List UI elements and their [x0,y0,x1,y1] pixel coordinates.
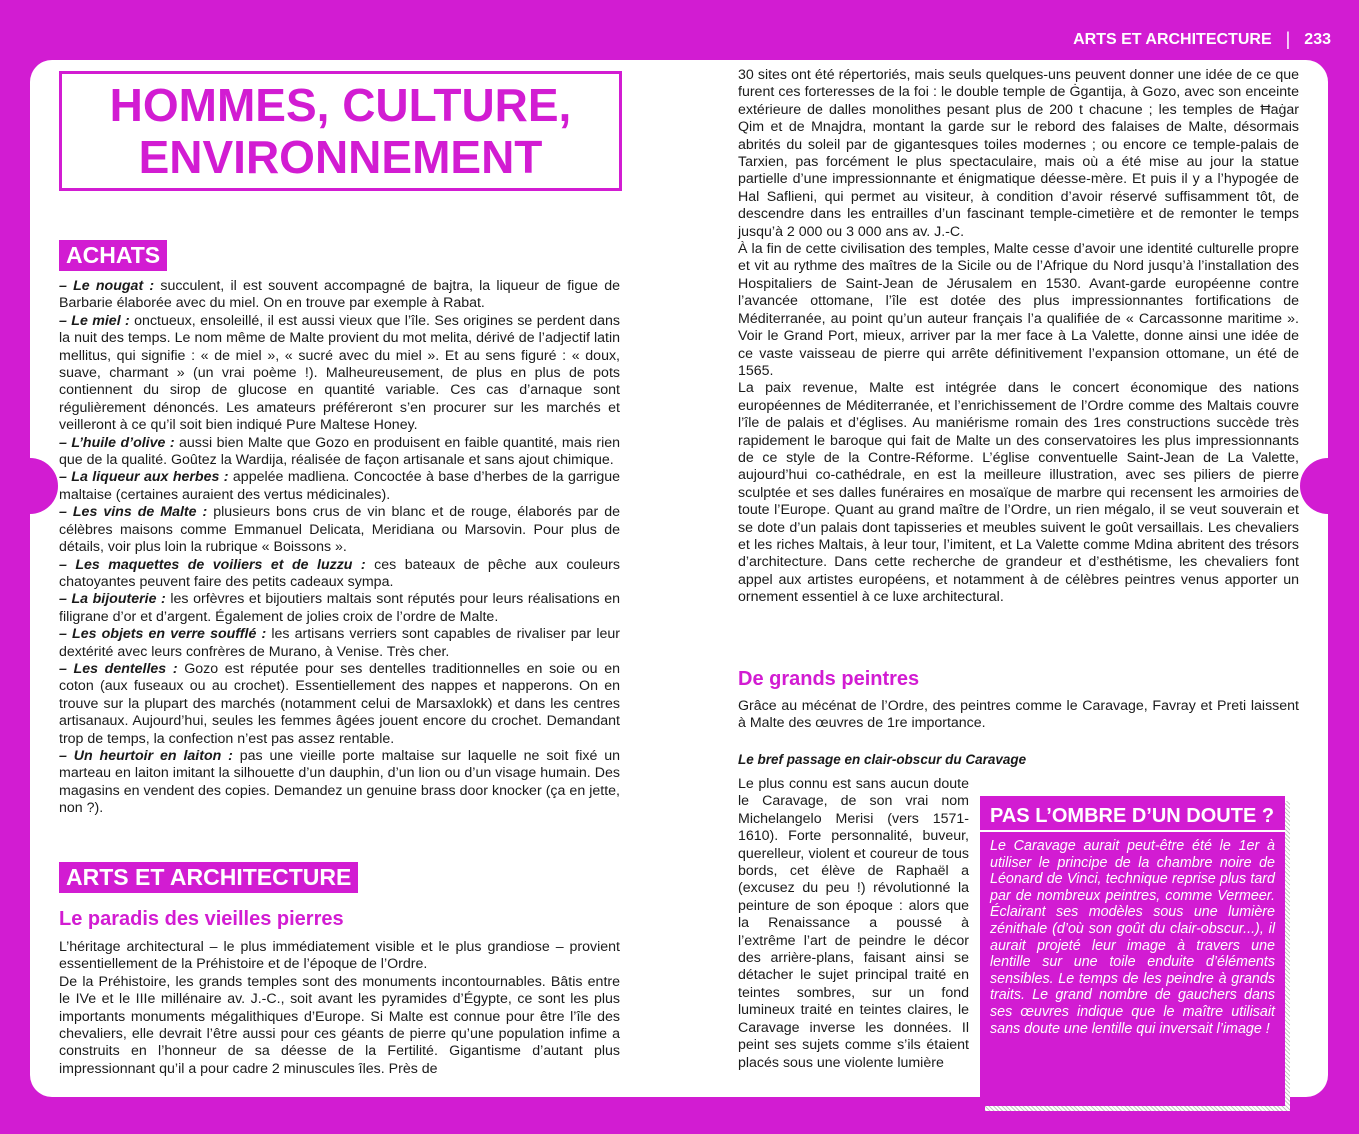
achats-item-label: – La bijouterie : [59,591,171,608]
caravage-text: Le plus connu est sans aucun doute le Caravage, de son vrai nom Michelangelo Merisi (vers 1571-1610). Forte personnalité, buveur, querelleur, violent et coureur de tous bords, cet élève de Raphaël a (excusez du peu !) révolutionné la peinture de son époque : alors que la Renaissance a poussé à l’extrême l’art de peindre le décor des arrière-plans, faisant ainsi se détacher le sujet principal traité en teintes sombres, sur un fond lumineux traité en teintes claires, le Caravage inverse les données. Il peint ses sujets comme s’ils étaient placés sous une violente lumière [738,776,969,1071]
chapter-title-box [59,71,622,191]
achats-item-text: pas une vieille porte maltaise sur laquelle ne soit fixé un marteau en laiton imitant la silhouette d’un dauphin, d’un lion ou d’un visage humain. Des magasins en vendent des copies. Demandez un genuine brass door knocker (ça en jette, non ?). [59,747,620,817]
achats-item-text: appelée madliena. Concoctée à base d’herbes de la garrigue maltaise (certaines auraient des vertus médicinales). [59,469,621,503]
achats-item-text: plusieurs bons crus de vin blanc et de rouge, élaborés par de célèbres maisons comme Emmanuel Delicata, Meridiana ou Marsovin. Pour plus de détails, voir plus loin la rubrique « Boissons ». [59,504,620,556]
achats-list [59,278,620,818]
achats-item [59,504,620,556]
achats-item [59,435,620,470]
achats-item-text: Gozo est réputée pour ses dentelles traditionnelles en soie ou en coton (aux fuseaux ou au crochet). Essentiellement des nappes et napperons. On en trouve sur la plupart des marchés (notamment celui de Marsaxlokk) et dans les centres artisanaux. Aujourd’hui, seules les femmes âgées jouent encore du crochet. Demandant trop de temps, la confection n’est pas assez rentable. [59,660,620,747]
achats-item-text: succulent, il est souvent accompagné de bajtra, la liqueur de figue de Barbarie élaborée avec du miel. On en trouve par exemple à Rabat. [59,278,620,312]
arts-paragraph-3: 30 sites ont été répertoriés, mais seuls quelques-uns peuvent donner une idée de ce que furent ces forteresses de la foi : le double temple de Ġgantija, à Gozo, avec son enceinte extérieure de dalles monolithes pesant plus de 200 t chacune ; les temples de Ħaġar Qim et de Mnajdra, montant la garde sur le rebord des falaises de Malte, désormais abrités du soleil par de gigantesques toiles modernes ; ou encore ce temple-palais de Tarxien, pas forcément le plus spectaculaire, mais où a été mise au jour la statue partielle d’une impressionnante et énigmatique déesse-mère. Et puis il y a l’hypogée de Hal Saflieni, qui permet au visiteur, à condition d’avoir réservé suffisamment tôt, de descendre dans les entrailles d’un fascinant temple-cimetière et de remonter le temps jusqu’à 2 000 ou 3 000 ans av. J.-C. [738,67,1299,240]
achats-item [59,661,620,748]
arts-paragraph-4: À la fin de cette civilisation des temples, Malte cesse d’avoir une identité culturelle propre et vit au rythme des maîtres de la Sicile ou de l’Afrique du Nord jusqu’à l’installation des Hospitaliers de Saint-Jean de Jérusalem en 1530. Avant-garde européenne contre l’avancée ottomane, l’île est dotée des plus impressionnantes fortifications de Méditerranée, au point qu’un auteur français l’a qualifiée de « Carcassonne maritime ». Voir le Grand Port, mieux, arriver par la mer face à La Valette, donne ainsi une idée de ce vaste vaisseau de pierre qui arrête définitivement l’expansion ottomane, un été de 1565. [738,241,1299,379]
achats-item-label: – L’huile d’olive : [59,434,180,451]
arts-paragraph-5: La paix revenue, Malte est intégrée dans le concert économique des nations européennes de Méditerranée, et l’enrichissement de l’Ordre comme des Maltais couvre l’île de palais et d’églises. Au maniérisme romain des 1res constructions succède très rapidement le baroque qui fait de Malte un des conservatoires les plus impressionnants de ce style de la Contre-Réforme. L’église conventuelle Saint-Jean de La Valette, aujourd’hui co-cathédrale, en est la meilleure illustration, avec ses piliers de pierre sculptée et ses dalles funéraires en mosaïque de marbre qui recensent les armoiries de toute l’Europe. Quant au grand maître de l’Ordre, un rien mégalo, il se veut souverain et se dote d’un palais dont tapisseries et meubles suivent le goût versaillais. Les chevaliers et les riches Maltais, à leur tour, l’imitent, et La Valette comme Mdina abritent des trésors d’architecture. Dans cette recherche de grandeur et d’esthétisme, les chevaliers font appel aux artistes européens, et notamment à de célèbres peintres venus apporter un ornement essentiel à ce luxe architectural. [738,380,1299,606]
arts-text-left [59,939,620,1078]
achats-item [59,278,620,313]
caravage-heading: Le bref passage en clair-obscur du Caravage [738,752,1027,767]
achats-item-label: – Un heurtoir en laiton : [59,747,240,764]
achats-item-label: – Les objets en verre soufflé : [59,626,272,643]
arts-paragraph-2: De la Préhistoire, les grands temples sont des monuments incontournables. Bâtis entre le IVe et le IIIe millénaire av. J.-C., soit avant les pyramides d’Égypte, ce sont les plus importants monuments mégalithiques d’Europe. Si Malte est connue pour être l’île des chevaliers, elle devrait l’être aussi pour ces géants de pierre qu’une population infime a construits en l’honneur de sa déesse de la Fertilité. Gigantisme d’autant plus impressionnant qu’il a pour cadre 2 minuscules îles. Près de [59,973,620,1077]
achats-item [59,591,620,626]
running-header [1073,29,1331,50]
chapter-title-line-2: ENVIRONNEMENT [138,131,543,183]
left-tab-notch [2,458,58,514]
arts-heading: ARTS ET ARCHITECTURE [59,862,358,893]
achats-item-text: ces bateaux de pêche aux couleurs chatoyantes peuvent faire des petits cadeaux sympa. [59,556,620,590]
sidebar-box [980,796,1292,1114]
achats-item [59,557,620,592]
arts-paragraph-1: L’héritage architectural – le plus immédiatement visible et le plus grandiose – provient essentiellement de la Préhistoire et de l’époque de l’Ordre. [59,939,620,973]
achats-item [59,748,620,818]
arts-subheading: Le paradis des vieilles pierres [59,908,344,930]
achats-item-label: – La liqueur aux herbes : [59,469,233,486]
page-sheet [30,60,1328,1097]
achats-item-text: aussi bien Malte que Gozo en produisent en faible quantité, mais rien que de la qualité. Goûtez la Wardija, réalisée de façon artisanale et sans ajout chimique. [59,434,620,469]
achats-heading: ACHATS [59,240,167,271]
achats-item-label: – Le miel : [59,312,135,329]
sidebar-box-title: PAS L’OMBRE D’UN DOUTE ? [980,802,1285,832]
running-header-separator: | [1285,29,1291,49]
right-tab-notch [1300,458,1356,514]
achats-item-text: onctueux, ensoleillé, il est aussi vieux que l’île. Ses origines se perdent dans la nuit des temps. Le nom même de Malte provient du mot melita, dérivé de l’adjectif latin mellitus, qui signifie : « de miel », « sucré avec du miel ». Et au sens figuré : « doux, suave, charmant » (un vrai poème !). Malheureusement, de plus en plus de pots contiennent du sirop de glucose en quantité variable. Ces cas d’arnaque sont régulièrement dénoncés. Les amateurs préféreront s’en procurer sur les marchés et veilleront à ce qu’il soit bien indiqué Pure Maltese Honey. [59,312,620,434]
arts-text-right [738,67,1299,607]
achats-item [59,469,620,504]
sidebar-box-panel [980,796,1285,1106]
achats-item-label: – Le nougat : [59,278,161,294]
peintres-intro: Grâce au mécénat de l’Ordre, des peintres comme le Caravage, Favray et Preti laissent à Malte des œuvres de 1re importance. [738,698,1299,732]
peintres-subheading: De grands peintres [738,668,920,690]
achats-item-text: les orfèvres et bijoutiers maltais sont réputés pour leurs réalisations en filigrane d’or et d’argent. Également de jolies croix de l’ordre de Malte. [59,591,620,625]
achats-item [59,313,620,435]
achats-item-text: les artisans verriers sont capables de rivaliser par leur dextérité avec leurs confrères de Murano, à Venise. Très cher. [59,626,620,660]
sidebar-box-text: Le Caravage aurait peut-être été le 1er à utiliser le principe de la chambre noire de Léonard de Vinci, technique reprise plus tard par de nombreux peintres, comme Vermeer. Éclairant ses modèles sous une lumière zénithale (d’où son goût du clair-obscur...), il aurait projeté leur image à travers une lentille sur une toile enduite d’éléments sensibles. Le temps de les peindre à grands traits. Le grand nombre de gauchers dans ses œuvres indique que le maître utilisait sans doute une lentille qui inversait l’image ! [990,838,1275,1037]
achats-item-label: – Les vins de Malte : [59,504,214,521]
chapter-title-line-1: HOMMES, CULTURE, [109,79,572,131]
page-number: 233 [1304,30,1331,48]
achats-item-label: – Les maquettes de voiliers et de luzzu : [59,556,375,573]
running-header-section: ARTS ET ARCHITECTURE [1073,30,1272,48]
achats-item-label: – Les dentelles : [59,660,185,677]
achats-item [59,626,620,661]
